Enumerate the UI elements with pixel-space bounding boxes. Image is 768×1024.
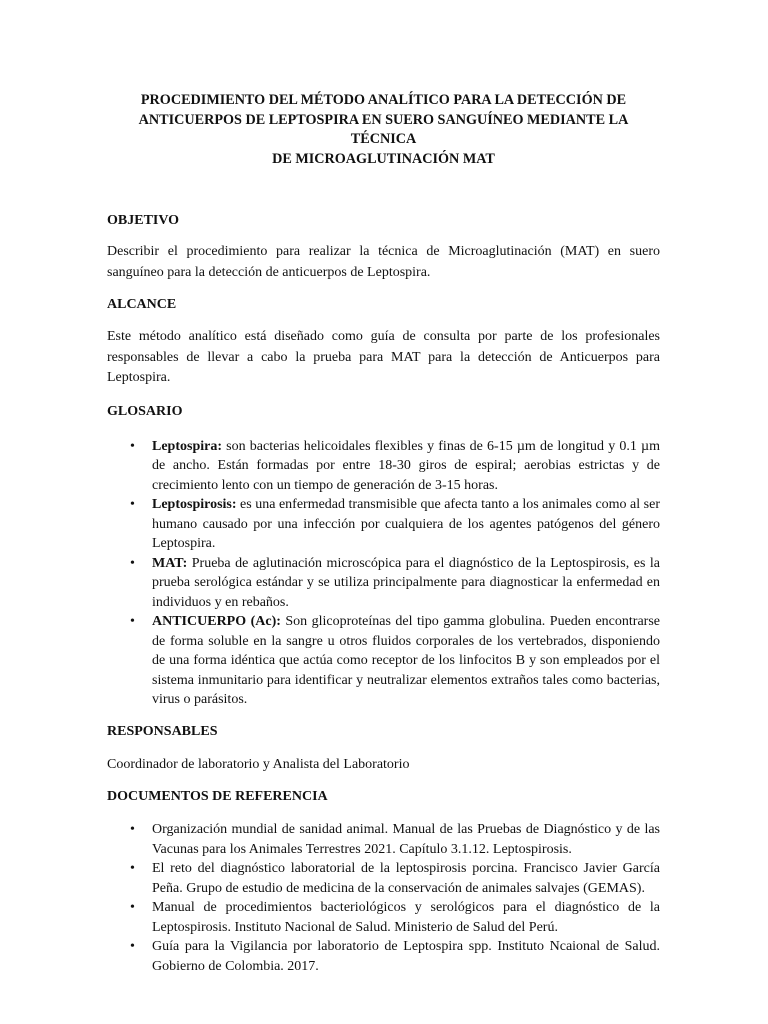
glossary-item <box>107 495 660 554</box>
glossary-list <box>107 437 660 710</box>
glossary-term: ANTICUERPO (Ac): <box>152 614 281 629</box>
section-heading-glosario: GLOSARIO <box>107 403 183 419</box>
reference-text: Organización mundial de sanidad animal. Manual de las Pruebas de Diagnóstico y de las Vacunas para los Animales Terrestres 2021. Capítulo 3.1.12. Leptospirosis. <box>152 822 660 857</box>
glossary-item <box>107 612 660 710</box>
reference-text: El reto del diagnóstico laboratorial de la leptospirosis porcina. Francisco Javier García Peña. Grupo de estudio de medicina de la conservación de animales salvajes (GEMAS). <box>152 861 660 896</box>
reference-item <box>107 898 660 937</box>
reference-text: Guía para la Vigilancia por laboratorio de Leptospira spp. Instituto Ncaional de Salud. Gobierno de Colombia. 2017. <box>152 939 660 974</box>
glossary-item <box>107 554 660 613</box>
glossary-term: MAT: <box>152 555 188 571</box>
title-line-2: ANTICUERPOS DE LEPTOSPIRA EN SUERO SANGUÍNEO MEDIANTE LA TÉCNICA <box>138 111 629 147</box>
title-line-1: PROCEDIMIENTO DEL MÉTODO ANALÍTICO PARA LA DETECCIÓN DE <box>140 92 627 108</box>
reference-item <box>107 820 660 859</box>
responsables-paragraph: Coordinador de laboratorio y Analista del Laboratorio <box>107 756 410 772</box>
glossary-definition: es una enfermedad transmisible que afecta tanto a los animales como al ser humano causado por una infección por cualquiera de los agentes patógenos del género Leptospira. <box>152 497 660 551</box>
objetivo-paragraph: Describir el procedimiento para realizar la técnica de Microaglutinación (MAT) en suero sanguíneo para la detección de anticuerpos de Leptospira. <box>107 244 660 280</box>
glossary-definition: Son glicoproteínas del tipo gamma globulina. Pueden encontrarse de forma soluble en la sangre u otros fluidos corporales de los vertebrados, disponiendo de una forma idéntica que actúa como receptor de los linfocitos B y son empleados por el sistema inmunitario para identificar y neutralizar elementos extraños tales como bacterias, virus o parásitos. <box>152 614 660 707</box>
bullet-icon: • <box>130 438 135 454</box>
reference-item <box>107 859 660 898</box>
glossary-definition: son bacterias helicoidales flexibles y finas de 6-15 µm de longitud y 0.1 µm de ancho. Están formadas por entre 18-30 giros de espiral; aerobias estrictas y de crecimiento lento con un tiempo de generación de 3-15 horas. <box>152 438 660 493</box>
section-heading-responsables: RESPONSABLES <box>107 723 218 739</box>
bullet-icon: • <box>130 939 135 954</box>
alcance-paragraph: Este método analítico está diseñado como guía de consulta por parte de los profesionales responsables de llevar a cabo la prueba para MAT para la detección de Anticuerpos para Leptospira. <box>107 329 660 385</box>
reference-text: Manual de procedimientos bacteriológicos y serológicos para el diagnóstico de la Leptospirosis. Instituto Nacional de Salud. Ministerio de Salud del Perú. <box>152 900 660 935</box>
document-page <box>107 91 660 976</box>
reference-list <box>107 820 660 976</box>
glossary-term: Leptospira: <box>152 438 222 454</box>
bullet-icon: • <box>130 555 135 571</box>
bullet-icon: • <box>130 861 135 876</box>
section-heading-alcance: ALCANCE <box>107 297 177 312</box>
reference-item <box>107 937 660 976</box>
glossary-definition: Prueba de aglutinación microscópica para el diagnóstico de la Leptospirosis, es la prueba serológica estándar y se utiliza principalmente para diagnosticar la enfermedad en individuos y en rebaños. <box>152 555 660 610</box>
bullet-icon: • <box>130 497 135 512</box>
bullet-icon: • <box>130 614 135 629</box>
bullet-icon: • <box>130 900 135 915</box>
document-title <box>107 91 660 169</box>
section-heading-documentos: DOCUMENTOS DE REFERENCIA <box>107 789 328 804</box>
glossary-term: Leptospirosis: <box>152 497 237 512</box>
title-line-3: DE MICROAGLUTINACIÓN MAT <box>272 150 495 167</box>
bullet-icon: • <box>130 822 135 837</box>
section-heading-objetivo: OBJETIVO <box>107 213 180 228</box>
glossary-item <box>107 437 660 496</box>
